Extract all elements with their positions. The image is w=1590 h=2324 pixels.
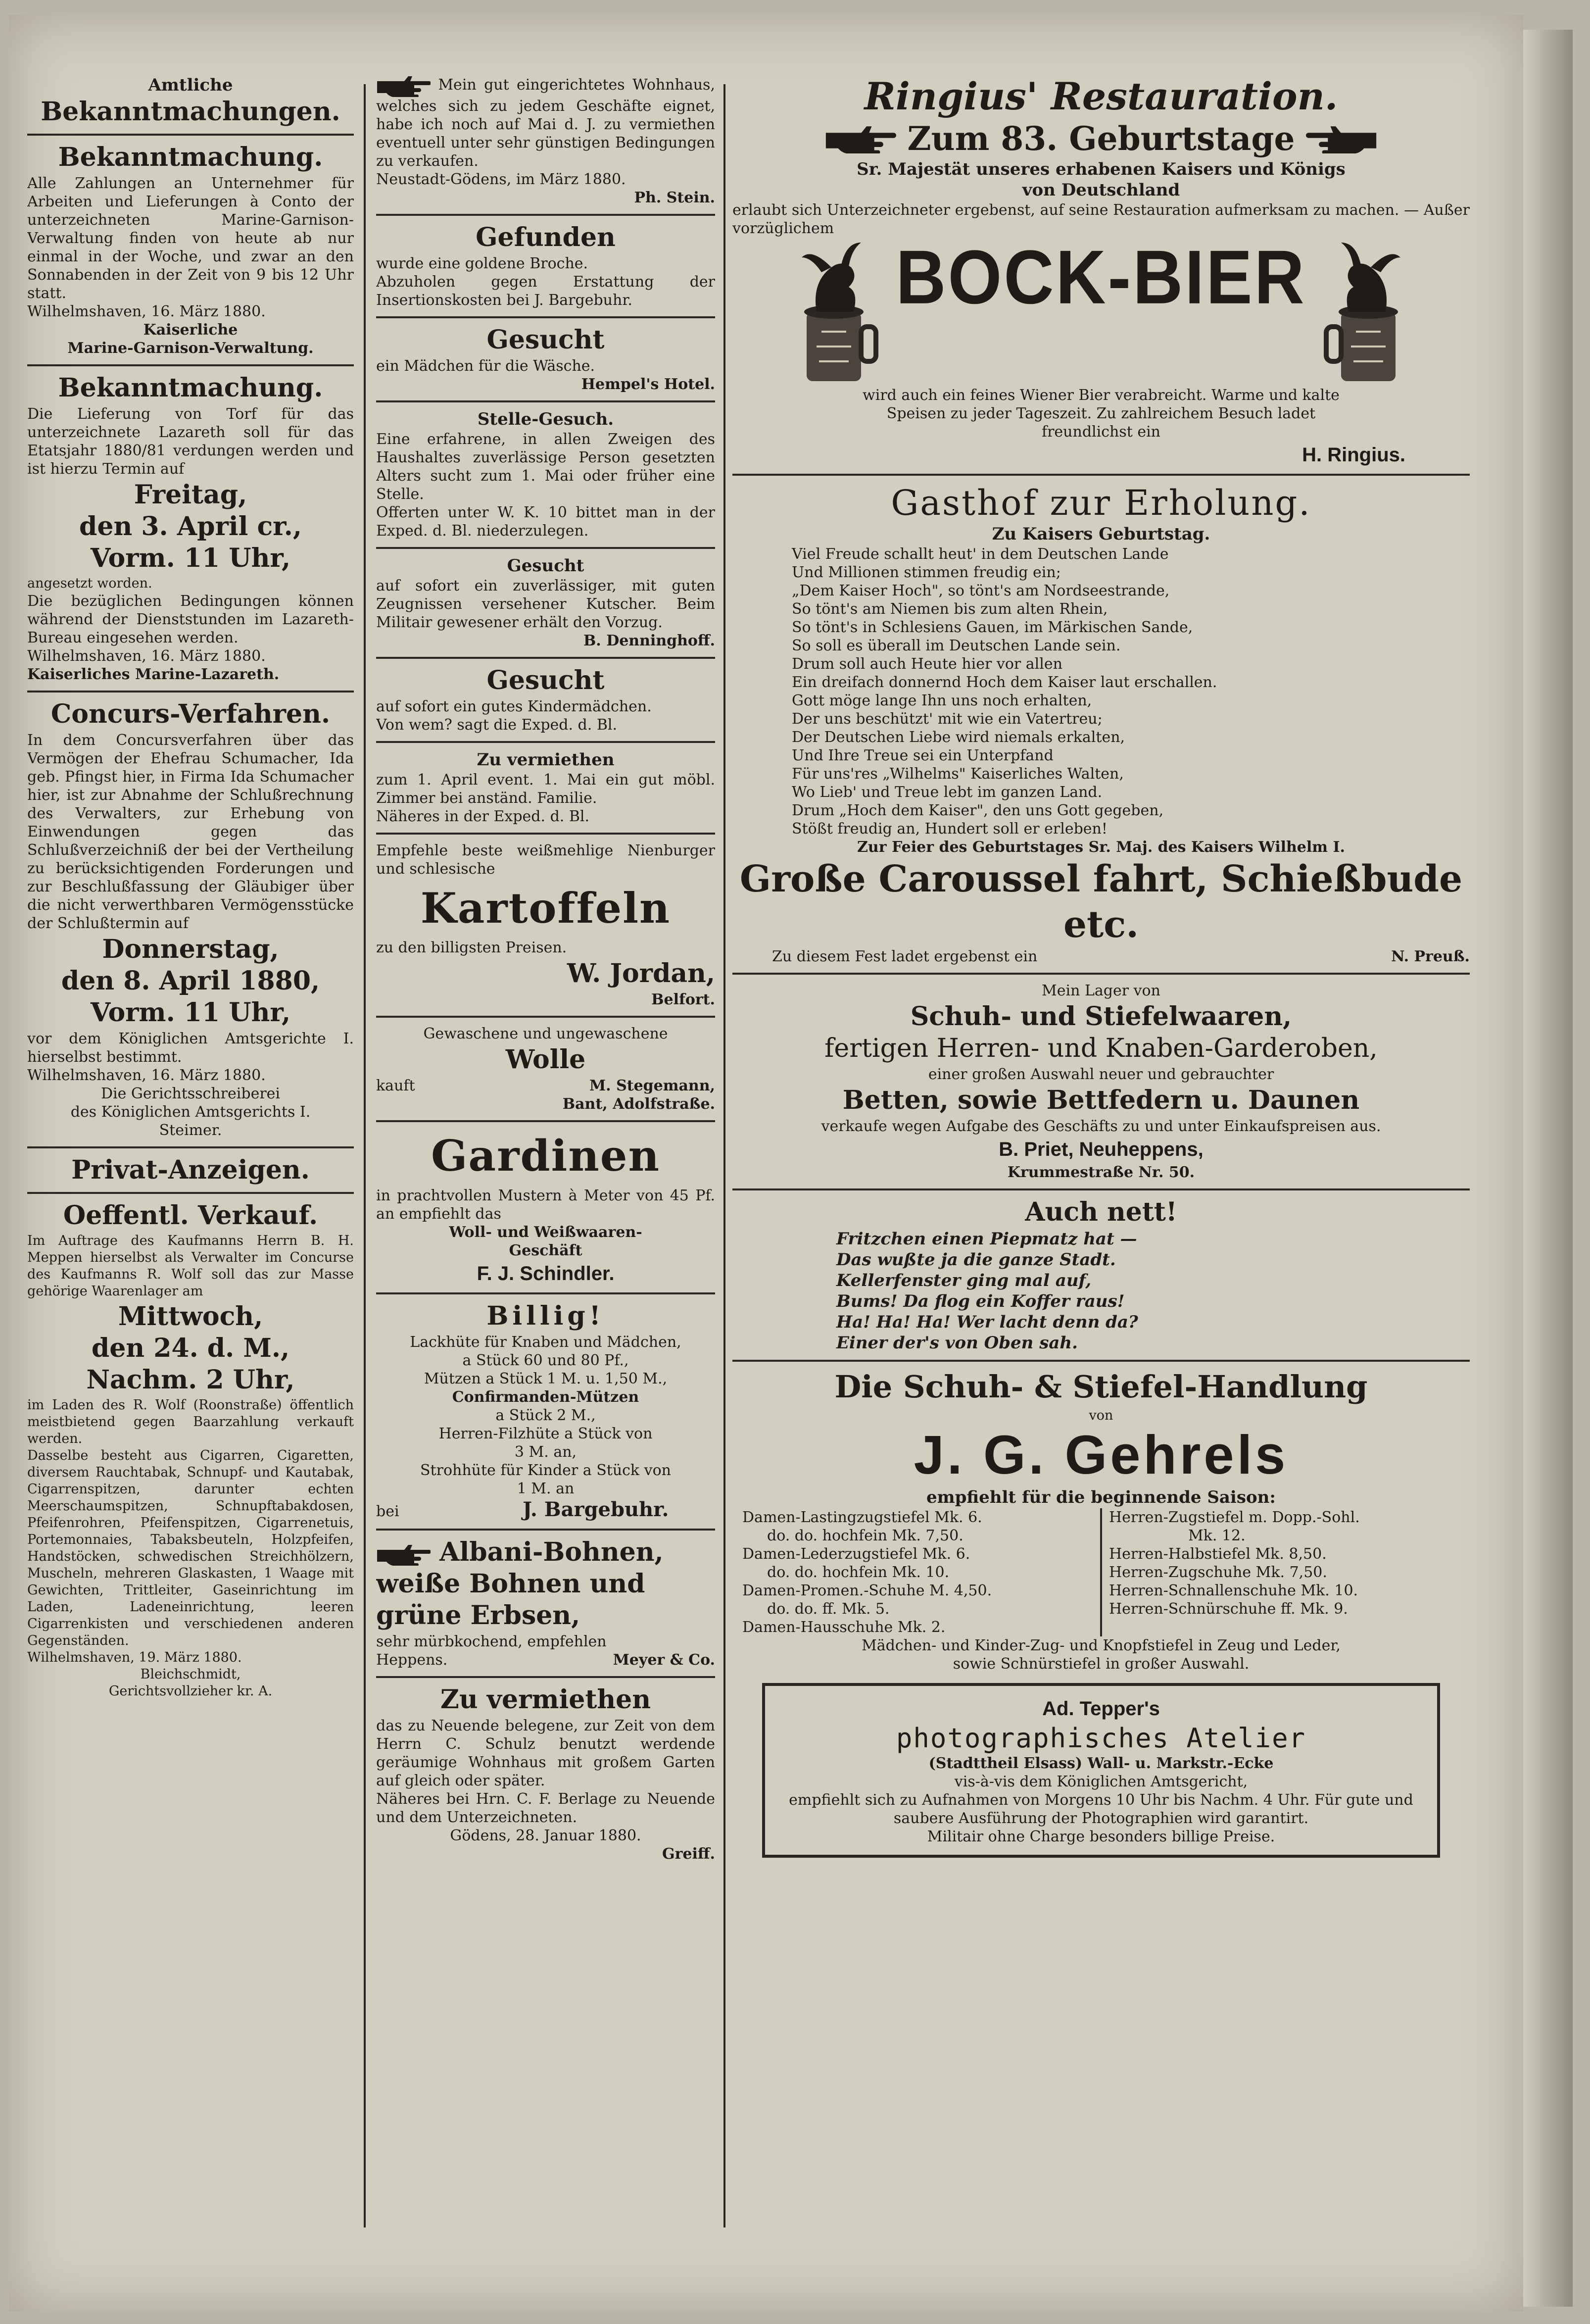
notice-garnison: [27, 143, 354, 357]
ad-text: Näheres bei Hrn. C. F. Berlage zu Neuende und dem Unterzeichneten.: [376, 1790, 715, 1826]
ad-title: Gardinen: [431, 1131, 661, 1181]
poem-line: Ein dreifach donnernd Hoch dem Kaiser laut erschallen.: [792, 674, 1217, 691]
ad-line: Fritzchen einen Piepmatz hat —: [836, 1229, 1137, 1249]
ad-zimmer: [376, 750, 715, 826]
divider: [376, 1120, 715, 1122]
notice-place-date: Wilhelmshaven, 16. März 1880.: [27, 647, 266, 665]
column-3: [732, 74, 1470, 2252]
ad-line: [376, 1537, 715, 1567]
ad-feier: Zur Feier des Geburtstages Sr. Maj. des Kaisers Wilhelm I.: [857, 839, 1345, 856]
poem-line: Und Millionen stimmen freudig ein;: [792, 564, 1061, 581]
notice-text: Die bezüglichen Bedingungen können während der Dienststunden im Lazareth-Bureau eingesehen werden.: [27, 593, 354, 646]
pointing-hand-left-icon: [1305, 124, 1379, 153]
section-title-privat: Privat-Anzeigen.: [71, 1155, 310, 1185]
divider: [376, 833, 715, 835]
divider: [27, 364, 354, 366]
ad-lines: [732, 1229, 1470, 1353]
notice-time: Vorm. 11 Uhr,: [90, 997, 291, 1028]
ad-text: im Laden des R. Wolf (Roonstraße) öffentlich meistbietend gegen Baarzahlung verkauft werden.: [27, 1397, 354, 1446]
bock-bier-title: BOCK-BIER: [896, 234, 1306, 320]
ad-gesucht-waesche: [376, 325, 715, 394]
ad-wolle: [376, 1025, 715, 1113]
ad-signature-row: [376, 1651, 715, 1669]
notice-title: Concurs-Verfahren.: [50, 699, 331, 729]
ad-signature: B. Priet, Neuheppens,: [999, 1138, 1204, 1160]
poem-line: Für uns'res „Wilhelms" Kaiserliches Walten,: [792, 765, 1124, 783]
column-2: [376, 74, 715, 2252]
ad-signature: H. Ringius.: [1302, 444, 1405, 466]
ad-signature: Gerichtsvollzieher kr. A.: [108, 1683, 273, 1699]
ad-line: grüne Erbsen,: [376, 1600, 580, 1631]
ad-line: Ha! Ha! Ha! Wer lacht denn da?: [836, 1312, 1138, 1332]
divider: [27, 1192, 354, 1194]
ad-subtitle: photographisches Atelier: [896, 1723, 1306, 1754]
ad-text: sehr mürbkochend, empfehlen: [376, 1633, 607, 1650]
notice-signature: Marine-Garnison-Verwaltung.: [67, 340, 314, 357]
ad-day: Mittwoch,: [118, 1301, 263, 1332]
ad-verkauf: [27, 1201, 354, 1700]
ad-gardinen: [376, 1129, 715, 1286]
ad-title: Gesucht: [486, 325, 605, 355]
ad-subtitle: empfiehlt für die beginnende Saison:: [926, 1487, 1276, 1507]
ad-signature: Hempel's Hotel.: [581, 376, 715, 393]
ad-shop: Geschäft: [509, 1242, 582, 1259]
divider: [376, 657, 715, 659]
ad-subtitle: Zu Kaisers Geburtstag.: [992, 524, 1210, 544]
ad-line: Mützen a Stück 1 M. u. 1,50 M.,: [424, 1370, 668, 1387]
poem-line: Gott möge lange Ihn uns noch erhalten,: [792, 692, 1092, 709]
ad-text: wird auch ein feines Wiener Bier verabreicht. Warme und kalte Speisen zu jeder Tageszeit. Zu zahlreichem Besuch ladet freundlichst ein: [863, 387, 1340, 441]
price-item: Damen-Lastingzugstiefel Mk. 6.: [742, 1509, 982, 1526]
ad-bockbier-row: [732, 234, 1470, 386]
ad-bei: bei: [376, 1503, 399, 1520]
notice-place-date: Wilhelmshaven, 16. März 1880.: [27, 1067, 266, 1084]
notice-text: In dem Concursverfahren über das Vermögen der Ehefrau Schumacher, Ida geb. Pfingst hier, in Firma Ida Schumacher hier, ist zur Abnahme der Schlußrechnung des Verwalters, zur Erhebung von Einwendungen gegen das Schlußverzeichniß der bei der Vertheilung zu berücksichtigenden Forderungen und zur Beschlußfassung der Gläubiger über die nicht verwerthbaren Vermögensstücke der Schlußtermin auf: [27, 732, 354, 932]
ad-signature: J. Bargebuhr.: [523, 1498, 669, 1521]
divider: [27, 691, 354, 692]
ad-line: Das wußte ja die ganze Stadt.: [836, 1250, 1116, 1270]
price-item: Herren-Schnallenschuhe Mk. 10.: [1109, 1582, 1358, 1599]
ad-signature: N. Preuß.: [1391, 948, 1470, 965]
divider: [376, 1529, 715, 1531]
ad-line: einer großen Auswahl neuer und gebrauchter: [928, 1066, 1274, 1083]
ad-line: fertigen Herren- und Knaben-Garderoben,: [824, 1034, 1378, 1063]
column-rule-2: [723, 84, 725, 2227]
divider: [376, 741, 715, 743]
ad-title: Kartoffeln: [420, 884, 671, 933]
ad-signature: Greiff.: [662, 1845, 715, 1863]
ad-big-line: Große Caroussel fahrt, Schießbude etc.: [739, 858, 1463, 946]
ad-text: zum 1. April event. 1. Mai ein gut möbl. Zimmer bei anständ. Familie.: [376, 771, 715, 807]
divider: [376, 400, 715, 402]
ad-signature: B. Denninghoff.: [583, 632, 715, 649]
ad-title: Wolle: [505, 1044, 586, 1075]
price-item: do. do. hochfein Mk. 10.: [767, 1564, 950, 1581]
notice-signature: Kaiserliches Marine-Lazareth.: [27, 666, 280, 683]
ad-line-text: Albani-Bohnen,: [439, 1537, 664, 1567]
price-item: Herren-Zugstiefel m. Dopp.-Sohl.: [1109, 1509, 1360, 1526]
ad-text: das zu Neuende belegene, zur Zeit von dem Herrn C. Schulz benutzt werdende geräumige Wohnhaus mit großem Garten auf gleich oder später.: [376, 1717, 715, 1789]
divider: [27, 134, 354, 136]
ad-vis: vis-à-vis dem Königlichen Amtsgericht,: [954, 1773, 1248, 1790]
notice-text: angesetzt worden.: [27, 576, 152, 591]
ad-line: Bums! Da flog ein Koffer raus!: [836, 1291, 1125, 1311]
pointing-hand-icon: [376, 74, 431, 97]
divider: [732, 1360, 1470, 1362]
ad-signature: Bleichschmidt,: [140, 1667, 241, 1682]
notice-text: Die Lieferung von Torf für das unterzeichnete Lazareth soll für das Etatsjahr 1880/81 verdungen werden und ist hierzu Termin auf: [27, 405, 354, 478]
notice-signature: Kaiserliche: [143, 321, 238, 339]
ad-signature: Meyer & Co.: [613, 1651, 715, 1669]
ad-line: 1 M. an: [517, 1480, 575, 1497]
divider: [376, 1676, 715, 1678]
ad-line: von Deutschland: [1022, 180, 1180, 200]
notice-signature: des Königlichen Amtsgerichts I.: [70, 1103, 311, 1121]
ad-title: Stelle-Gesuch.: [477, 409, 614, 429]
price-item: Damen-Promen.-Schuhe M. 4,50.: [742, 1582, 992, 1599]
ad-line: Einer der's von Oben sah.: [836, 1333, 1078, 1353]
ad-title: Ringius' Restauration.: [864, 74, 1338, 118]
ad-signature: W. Jordan,: [567, 958, 715, 989]
divider: [376, 547, 715, 549]
ad-text: Dasselbe besteht aus Cigarren, Cigaretten, diversem Rauchtabak, Schnupf- und Kautabak, Cigarrenspitzen, darunter echten Meerschaumspitzen, Schnupftabakdosen, Pfeifenrohren, Pfeifenspitzen, Cigarrenetuis, Portemonnaies, Tabaksbeuteln, Holzpfeifen, Handstöcken, schwedischen Streichhölzern, Muscheln, mehreren Glaskasten, 1 Waage mit Gewichten, Trittleiter, Gaseinrichtung im Laden, Ladeneinrichtung, leeren Cigarrenkisten und verschiedenen anderen Gegenständen.: [27, 1448, 354, 1648]
ad-text: Näheres in der Exped. d. Bl.: [376, 808, 590, 825]
ad-kauft: kauft: [376, 1077, 415, 1094]
column-1: [27, 74, 354, 2252]
poem-line: „Dem Kaiser Hoch", so tönt's am Nordseestrande,: [792, 582, 1170, 599]
ad-title: Gasthof zur Erholung.: [891, 483, 1311, 523]
ad-text: erlaubt sich Unterzeichneter ergebenst, auf seine Restauration aufmerksam zu machen. — Außer vorzüglichem: [732, 201, 1470, 237]
ad-line: Strohhüte für Kinder a Stück von: [420, 1462, 671, 1479]
price-item: Herren-Schnürschuhe ff. Mk. 9.: [1109, 1600, 1348, 1618]
ad-bohnen: [376, 1537, 715, 1669]
ad-erholung: [732, 483, 1470, 966]
column-rule-1: [364, 84, 366, 2227]
notice-concurs: [27, 699, 354, 1139]
ad-line: verkaufe wegen Aufgabe des Geschäfts zu und unter Einkaufspreisen aus.: [821, 1118, 1381, 1135]
page-edge: [1523, 30, 1573, 2307]
notice-day: Donnerstag,: [102, 934, 279, 964]
ad-text: auf sofort ein gutes Kindermädchen.: [376, 698, 652, 715]
notice-signature: Die Gerichtsschreiberei: [100, 1085, 281, 1102]
ad-signature-row: [376, 1498, 715, 1522]
ad-text: [376, 74, 715, 170]
ad-von: von: [1089, 1408, 1113, 1423]
ad-name: J. G. Gehrels: [914, 1425, 1289, 1485]
price-table: [742, 1508, 1460, 1636]
ad-line: Betten, sowie Bettfedern u. Daunen: [842, 1085, 1360, 1115]
divider: [376, 316, 715, 318]
ad-ringius: [732, 74, 1470, 467]
ad-priet: [732, 982, 1470, 1182]
ad-text: ein Mädchen für die Wäsche.: [376, 357, 595, 375]
ad-gesucht-kutscher: [376, 556, 715, 650]
ad-auch-nett: [732, 1197, 1470, 1353]
price-table-divider: [1100, 1508, 1102, 1636]
notice-date: den 3. April cr.,: [79, 511, 302, 542]
ad-footer: sowie Schnürstiefel in großer Auswahl.: [953, 1655, 1250, 1673]
poem-line: So soll es überall im Deutschen Lande sein.: [792, 637, 1121, 654]
ad-wohnhaus: [376, 74, 715, 207]
ad-line: Confirmanden-Mützen: [452, 1388, 639, 1406]
ad-text: Eine erfahrene, in allen Zweigen des Haushaltes zuverlässige Person gesetzten Alters sucht zum 1. Mai oder früher eine Stelle.: [376, 431, 715, 503]
poem-line: Der uns beschützt' mit wie ein Vatertreu;: [792, 710, 1103, 728]
ad-title: Die Schuh- & Stiefel-Handlung: [834, 1369, 1368, 1405]
price-item: Damen-Lederzugstiefel Mk. 6.: [742, 1545, 970, 1563]
pointing-hand-right-icon: [823, 124, 897, 153]
divider: [376, 1292, 715, 1294]
ad-line: Herren-Filzhüte a Stück von: [438, 1425, 653, 1442]
notice-title: Bekanntmachung.: [58, 142, 323, 172]
ad-text: Von wem? sagt die Exped. d. Bl.: [376, 716, 618, 734]
price-list-men: [1109, 1508, 1460, 1636]
ad-address: (Stadttheil Elsass) Wall- u. Markstr.-Ecke: [928, 1755, 1274, 1772]
ad-line: Schuh- und Stiefelwaaren,: [910, 1001, 1292, 1032]
ad-signature-place: Bant, Adolfstraße.: [562, 1095, 715, 1113]
ad-title: Gefunden: [476, 222, 616, 252]
ad-footer: Mädchen- und Kinder-Zug- und Knopfstiefel in Zeug und Leder,: [862, 1637, 1341, 1654]
ad-gefunden: [376, 223, 715, 309]
price-item: Herren-Zugschuhe Mk. 7,50.: [1109, 1564, 1327, 1581]
ad-place: Heppens.: [376, 1651, 448, 1669]
ad-signature: F. J. Schindler.: [477, 1263, 615, 1285]
ad-title: Oeffentl. Verkauf.: [63, 1200, 318, 1231]
ad-title: Auch nett!: [1025, 1197, 1177, 1227]
poem-line: So tönt's am Niemen bis zum alten Rhein,: [792, 600, 1108, 618]
ad-text: empfiehlt sich zu Aufnahmen von Morgens 10 Uhr bis Nachm. 4 Uhr. Für gute und saubere Ausführung der Photographien wird garantirt.: [789, 1791, 1413, 1827]
ad-text: in prachtvollen Mustern à Meter von 45 Pf. an empfiehlt das: [376, 1187, 715, 1223]
poem-line: Wo Lieb' und Treue lebt im ganzen Land.: [792, 784, 1103, 801]
notice-text: vor dem Königlichen Amtsgerichte I. hierselbst bestimmt.: [27, 1030, 354, 1066]
ad-place-date: Gödens, 28. Januar 1880.: [450, 1827, 641, 1844]
ad-zu-vermiethen-haus: [376, 1685, 715, 1863]
section-title-bekanntmachungen: Bekanntmachungen.: [41, 97, 340, 127]
ad-title: Billig!: [486, 1301, 605, 1331]
ad-signature-place: Belfort.: [651, 991, 715, 1008]
ad-subtitle: Zum 83. Geburtstage: [907, 119, 1295, 158]
ad-billig: [376, 1301, 715, 1522]
ad-title: Gesucht: [486, 665, 605, 695]
ad-shop: Woll- und Weißwaaren-: [449, 1224, 642, 1241]
ad-signature: M. Stegemann,: [589, 1077, 715, 1094]
price-item: Herren-Halbstiefel Mk. 8,50.: [1109, 1545, 1327, 1563]
ad-title: Zu vermiethen: [477, 750, 615, 770]
ad-tepper: [762, 1683, 1440, 1858]
ad-line: a Stück 2 M.,: [495, 1407, 596, 1424]
ad-text: zu den billigsten Preisen.: [376, 939, 567, 956]
poem-line: Der Deutschen Liebe wird niemals erkalten,: [792, 729, 1125, 746]
poem-line: Viel Freude schallt heut' in dem Deutschen Lande: [792, 545, 1169, 563]
ad-kartoffeln: [376, 841, 715, 1009]
ad-text: Militair ohne Charge besonders billige Preise.: [927, 1828, 1275, 1845]
price-list-women: [742, 1508, 1093, 1636]
poem: [732, 545, 1470, 838]
ad-subtitle-row: [732, 119, 1470, 158]
ad-intro: Mein Lager von: [1042, 982, 1160, 999]
price-item: Damen-Hausschuhe Mk. 2.: [742, 1619, 946, 1636]
ad-text: Abzuholen gegen Erstattung der Insertionskosten bei J. Bargebuhr.: [376, 273, 715, 309]
notice-signature: Steimer.: [159, 1122, 222, 1139]
pointing-hand-icon: [376, 1543, 431, 1566]
ad-gehrels: [732, 1369, 1470, 1673]
ad-invite: Zu diesem Fest ladet ergebenst ein: [772, 948, 1038, 965]
divider: [376, 1016, 715, 1018]
section-label-amtliche: Amtliche: [148, 75, 233, 95]
ad-line: Kellerfenster ging mal auf,: [836, 1271, 1092, 1290]
ad-text: wurde eine goldene Broche.: [376, 255, 588, 272]
ad-text: Gewaschene und ungewaschene: [423, 1025, 668, 1042]
ad-title: Zu vermiethen: [440, 1684, 651, 1715]
notice-title: Bekanntmachung.: [58, 373, 323, 403]
ad-title: Gesucht: [507, 556, 584, 576]
price-item: do. do. ff. Mk. 5.: [767, 1600, 890, 1618]
ad-title: Ad. Tepper's: [1042, 1698, 1160, 1720]
ad-text: Empfehle beste weißmehlige Nienburger und schlesische: [376, 842, 715, 878]
divider: [732, 474, 1470, 476]
notice-lazareth: [27, 373, 354, 684]
ad-text: Offerten unter W. K. 10 bittet man in der Exped. d. Bl. niederzulegen.: [376, 504, 715, 540]
divider: [732, 1188, 1470, 1190]
ad-address: Krummestraße Nr. 50.: [1007, 1164, 1195, 1181]
ad-stelle-gesuch: [376, 409, 715, 540]
divider: [732, 973, 1470, 975]
ad-line: weiße Bohnen und: [376, 1569, 645, 1599]
price-item: do. do. hochfein Mk. 7,50.: [767, 1527, 964, 1544]
poem-line: Stößt freudig an, Hundert soll er erleben!: [792, 820, 1108, 838]
ad-line: 3 M. an,: [514, 1443, 577, 1461]
notice-day: Freitag,: [134, 480, 247, 510]
ad-text-body: Mein gut eingerichtetes Wohnhaus, welches sich zu jedem Geschäfte eignet, habe ich noch auf Mai d. J. zu vermiethen eventuell unter sehr günstigen Bedingungen zu verkaufen.: [376, 76, 715, 170]
ad-time: Nachm. 2 Uhr,: [86, 1365, 295, 1395]
poem-line: Drum soll auch Heute hier vor allen: [792, 655, 1062, 673]
notice-time: Vorm. 11 Uhr,: [90, 543, 291, 573]
goat-beer-mug-icon: [1316, 238, 1415, 386]
ad-place-date: Neustadt-Gödens, im März 1880.: [376, 171, 626, 188]
ad-line: a Stück 60 und 80 Pf.,: [462, 1352, 629, 1369]
ad-signature: Ph. Stein.: [634, 189, 715, 206]
ad-line: Lackhüte für Knaben und Mädchen,: [410, 1334, 681, 1351]
poem-line: So tönt's in Schlesiens Gauen, im Märkischen Sande,: [792, 619, 1193, 636]
ad-text: auf sofort ein zuverlässiger, mit guten Zeugnissen versehener Kutscher. Beim Militair gewesener erhält den Vorzug.: [376, 577, 715, 631]
ad-text: [376, 1077, 715, 1095]
ad-line: Sr. Majestät unseres erhabenen Kaisers und Königs: [857, 159, 1346, 179]
poem-line: Drum „Hoch dem Kaiser", den uns Gott gegeben,: [792, 802, 1164, 819]
notice-place-date: Wilhelmshaven, 16. März 1880.: [27, 303, 266, 320]
ad-signature-row: [732, 947, 1470, 966]
notice-date: den 8. April 1880,: [61, 966, 320, 996]
divider: [376, 214, 715, 216]
ad-gesucht-kindermaedchen: [376, 666, 715, 734]
goat-beer-mug-icon: [787, 238, 886, 386]
price-item: Mk. 12.: [1188, 1527, 1246, 1544]
ad-place-date: Wilhelmshaven, 19. März 1880.: [27, 1650, 242, 1665]
ad-text: Im Auftrage des Kaufmanns Herrn B. H. Meppen hierselbst als Verwalter im Concurse des Kaufmanns R. Wolf soll das zur Masse gehörige Waarenlager am: [27, 1233, 354, 1299]
divider: [27, 1146, 354, 1148]
ad-date: den 24. d. M.,: [91, 1333, 290, 1363]
notice-text: Alle Zahlungen an Unternehmer für Arbeiten und Lieferungen à Conto der unterzeichneten Marine-Garnison-Verwaltung finden von heute ab nur einmal in der Woche, und zwar an den Sonnabenden in der Zeit von 9 bis 12 Uhr statt.: [27, 175, 354, 302]
poem-line: Und Ihre Treue sei ein Unterpfand: [792, 747, 1054, 764]
